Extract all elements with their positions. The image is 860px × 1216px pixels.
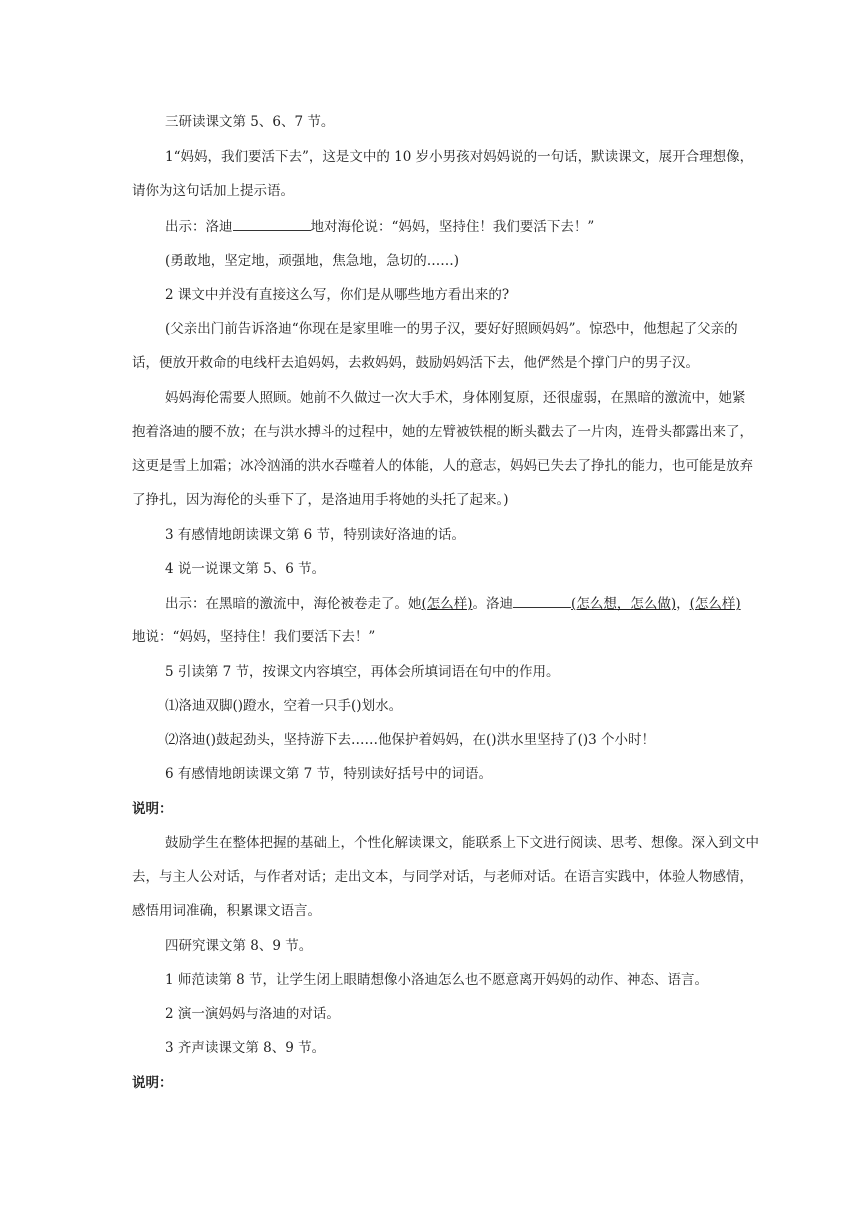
prompt-text: 出示：在黑暗的激流中，海伦被卷走了。她 (165, 596, 422, 612)
fill-blank (513, 593, 571, 608)
paragraph-line: 5 引读第 7 节，按课文内容填空，再体会所填词语在句中的作用。 (165, 664, 560, 680)
paragraph-line: 了挣扎，因为海伦的头垂下了，是洛迪用手将她的头托了起来。) (132, 492, 509, 508)
prompt-prefix: 出示：洛迪 (165, 219, 233, 235)
paragraph-line: (勇敢地，坚定地，顽强地，焦急地，急切的……) (165, 253, 460, 269)
paragraph-line: 感悟用词准确，积累课文语言。 (132, 903, 321, 919)
underlined-hint: (怎么样) (689, 596, 741, 612)
paragraph-line: 地说：“妈妈，坚持住！我们要活下去！” (132, 629, 376, 645)
paragraph-line: ⑵洛迪()鼓起劲头，坚持游下去……他保护着妈妈，在()洪水里坚持了()3 个小时！ (165, 732, 655, 748)
prompt-suffix: 地对海伦说：“妈妈，坚持住！我们要活下去！” (310, 219, 595, 235)
paragraph-line: 这更是雪上加霜；冰冷汹涌的洪水吞噬着人的体能，人的意志，妈妈已失去了挣扎的能力，也可能是放弃 (132, 458, 753, 474)
paragraph-line: (父亲出门前告诉洛迪“你现在是家里唯一的男子汉，要好好照顾妈妈”。惊恐中，他想起了父亲的 (165, 321, 738, 337)
underlined-hint: (怎么想，怎么做) (571, 596, 677, 612)
paragraph-line: 4 说一说课文第 5、6 节。 (165, 561, 326, 577)
fill-blank (233, 216, 311, 231)
paragraph-line: ⑴洛迪双脚()蹬水，空着一只手()划水。 (165, 698, 403, 714)
paragraph-line: 3 有感情地朗读课文第 6 节，特别读好洛迪的话。 (165, 527, 466, 543)
paragraph-line: 去，与主人公对话，与作者对话；走出文本，与同学对话，与老师对话。在语言实践中，体验人物感情， (132, 869, 753, 885)
paragraph-line: 请你为这句话加上提示语。 (132, 183, 294, 199)
prompt-line (165, 216, 594, 237)
paragraph-line: 2 演一演妈妈与洛迪的对话。 (165, 1006, 340, 1022)
prompt-text: 。洛迪 (472, 596, 514, 612)
note-heading: 说明： (132, 1075, 173, 1091)
section-three-heading: 三研读课文第 5、6、7 节。 (165, 114, 335, 130)
paragraph-line: 1 师范读第 8 节，让学生闭上眼睛想像小洛迪怎么也不愿意离开妈妈的动作、神态、语言。 (165, 972, 709, 988)
paragraph-line: 3 齐声读课文第 8、9 节。 (165, 1040, 326, 1056)
section-four-heading: 四研究课文第 8、9 节。 (165, 938, 313, 954)
note-heading: 说明： (132, 801, 173, 817)
paragraph-line: 话，便放开救命的电线杆去追妈妈，去救妈妈，鼓励妈妈活下去，他俨然是个撑门户的男子汉。 (132, 355, 699, 371)
underlined-hint: (怎么样) (421, 596, 473, 612)
paragraph-line: 鼓励学生在整体把握的基础上，个性化解读课文，能联系上下文进行阅读、思考、想像。深入到文中 (165, 835, 759, 851)
paragraph-line: 1“妈妈，我们要活下去”，这是文中的 10 岁小男孩对妈妈说的一句话，默读课文，展开合理想像， (165, 149, 754, 165)
paragraph-line: 2 课文中并没有直接这么写，你们是从哪些地方看出来的? (165, 287, 510, 303)
paragraph-line: 6 有感情地朗读课文第 7 节，特别读好括号中的词语。 (165, 766, 493, 782)
prompt-text: ， (676, 596, 690, 612)
paragraph-line: 抱着洛迪的腰不放；在与洪水搏斗的过程中，她的左臂被铁棍的断头戳去了一片肉，连骨头都露出来了， (132, 424, 753, 440)
prompt-line (165, 593, 741, 614)
paragraph-line: 妈妈海伦需要人照顾。她前不久做过一次大手术，身体刚复原，还很虚弱，在黑暗的激流中，她紧 (165, 390, 746, 406)
